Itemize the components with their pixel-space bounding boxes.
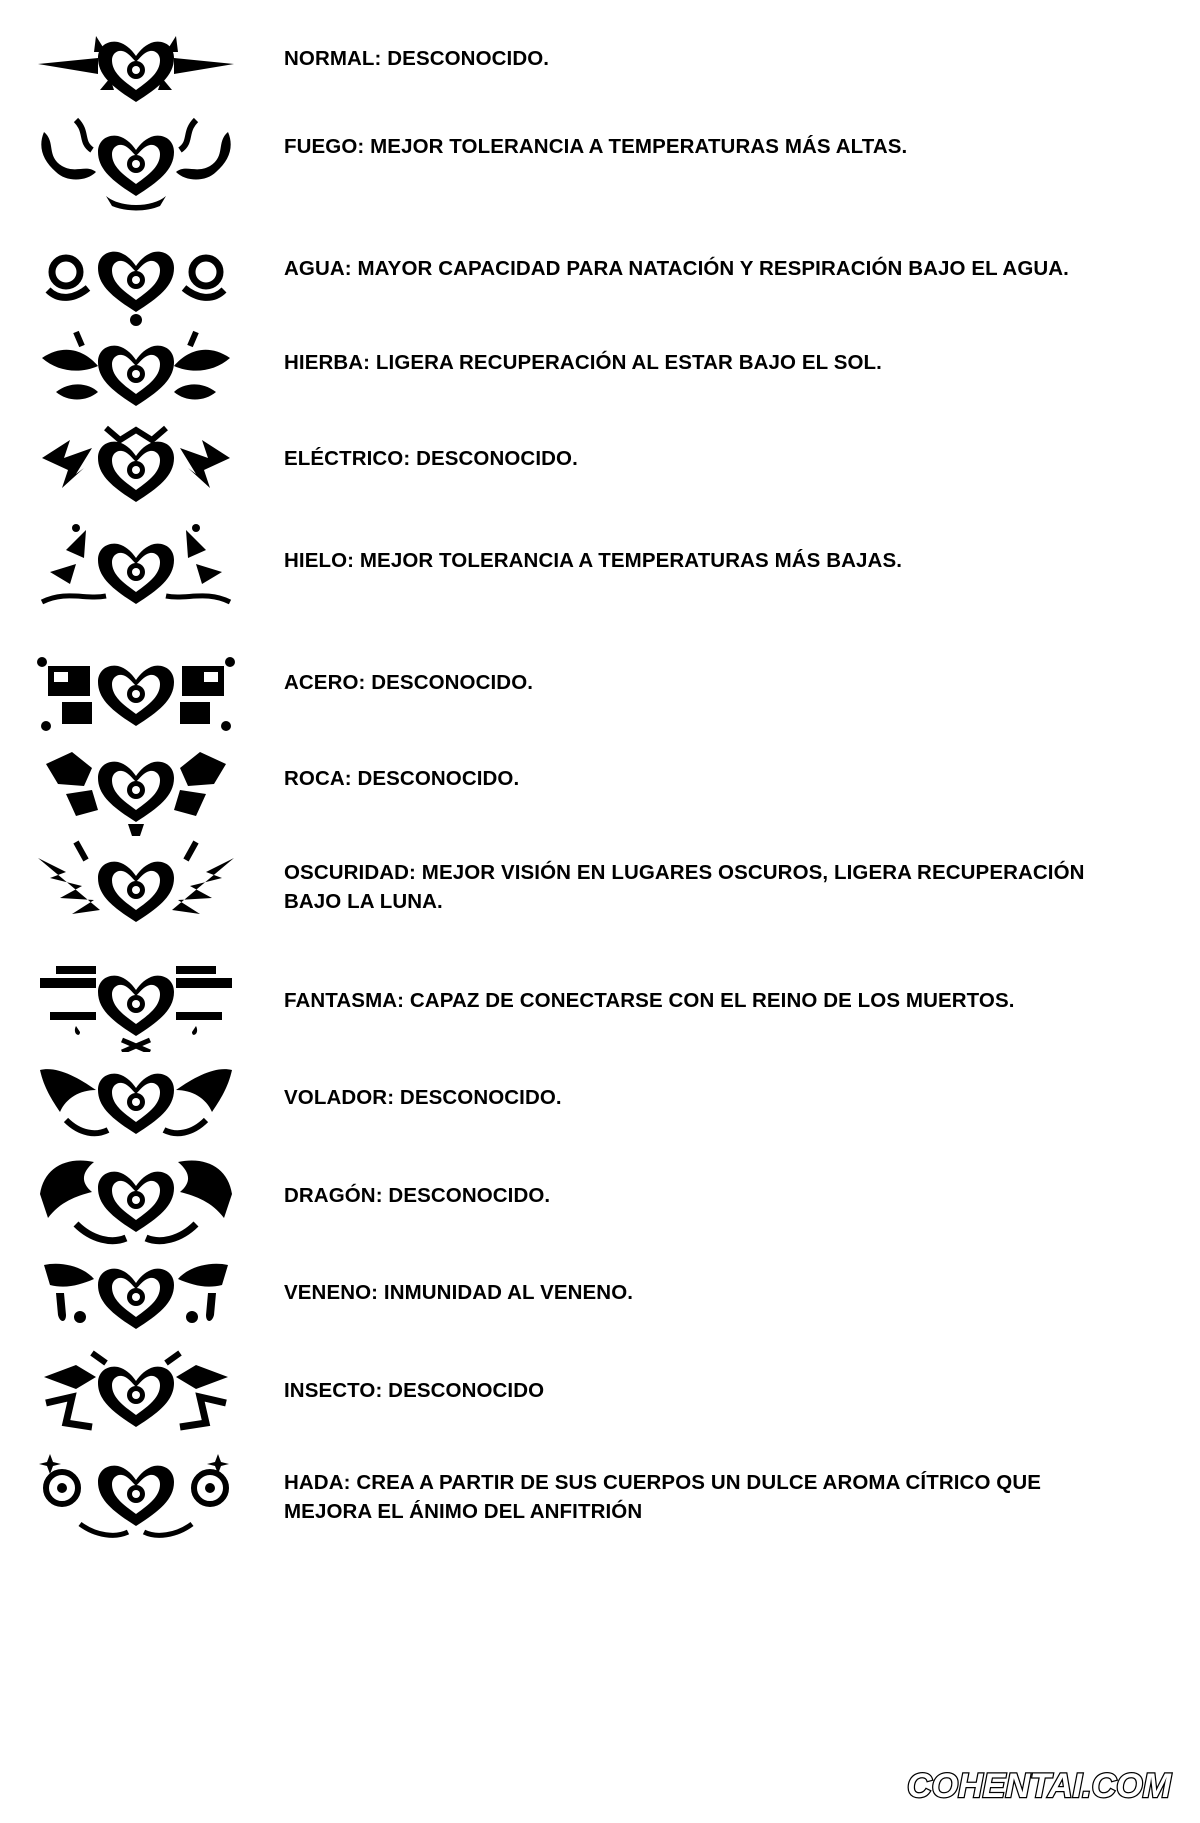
- poison-crest-icon: [36, 1245, 236, 1345]
- fairy-crest-icon: [36, 1442, 236, 1542]
- watermark-text: COHENTAI.COM: [907, 1767, 1171, 1805]
- type-description: AGUA: MAYOR CAPACIDAD PARA NATACIÓN Y RESPIRACIÓN BAJO EL AGUA.: [284, 257, 1069, 280]
- type-description: VENENO: INMUNIDAD AL VENENO.: [284, 1281, 634, 1304]
- fire-crest-icon: [36, 112, 236, 212]
- type-description: FUEGO: MEJOR TOLERANCIA A TEMPERATURAS MÁS ALTAS.: [284, 135, 908, 158]
- type-description: ELÉCTRICO: DESCONOCIDO.: [284, 447, 578, 470]
- type-description: HIERBA: LIGERA RECUPERACIÓN AL ESTAR BAJO EL SOL.: [284, 351, 882, 374]
- bug-crest-icon: [36, 1343, 236, 1443]
- dragon-crest-icon: [36, 1148, 236, 1248]
- type-description: ACERO: DESCONOCIDO.: [284, 671, 534, 694]
- type-description: INSECTO: DESCONOCIDO: [284, 1379, 545, 1402]
- type-description: OSCURIDAD: MEJOR VISIÓN EN LUGARES OSCUROS, LIGERA RECUPERACIÓN BAJO LA LUNA.: [284, 861, 1085, 913]
- dark-crest-icon: [36, 838, 236, 938]
- type-description: NORMAL: DESCONOCIDO.: [284, 47, 550, 70]
- steel-crest-icon: [36, 642, 236, 742]
- type-description: DRAGÓN: DESCONOCIDO.: [284, 1184, 551, 1207]
- type-description: HIELO: MEJOR TOLERANCIA A TEMPERATURAS MÁS BAJAS.: [284, 549, 903, 572]
- type-description: HADA: CREA A PARTIR DE SUS CUERPOS UN DULCE AROMA CÍTRICO QUE MEJORA EL ÁNIMO DEL ANFITRIÓN: [284, 1471, 1042, 1523]
- type-description: ROCA: DESCONOCIDO.: [284, 767, 520, 790]
- flying-crest-icon: [36, 1050, 236, 1150]
- type-description: FANTASMA: CAPAZ DE CONECTARSE CON EL REINO DE LOS MUERTOS.: [284, 989, 1015, 1012]
- watermark-logo: [894, 1761, 1184, 1809]
- ice-crest-icon: [36, 520, 236, 620]
- grass-crest-icon: [36, 322, 236, 422]
- water-crest-icon: [36, 228, 236, 328]
- rock-crest-icon: [36, 738, 236, 838]
- type-description: VOLADOR: DESCONOCIDO.: [284, 1086, 562, 1109]
- ghost-crest-icon: [36, 952, 236, 1052]
- electric-crest-icon: [36, 418, 236, 518]
- normal-crest-icon: [36, 18, 236, 118]
